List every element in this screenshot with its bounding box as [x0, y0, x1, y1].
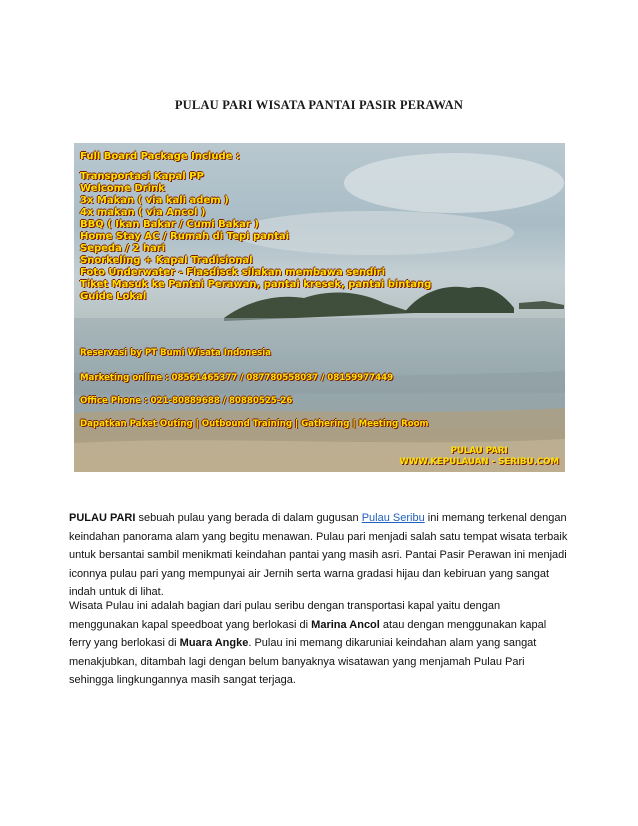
package-line: Welcome Drink	[80, 183, 165, 194]
brand-block	[399, 446, 559, 468]
pulau-seribu-link[interactable]: Pulau Seribu	[361, 512, 425, 524]
beach-photo	[74, 143, 565, 472]
paragraph-text: atau dengan menggunakan kapal ferry yang berlokasi di	[69, 618, 547, 649]
package-line: Sepeda / 2 hari	[80, 243, 166, 254]
marketing-line: Marketing online : 08561465377 / 087780558037 / 08159977449	[80, 373, 394, 383]
brand-url: WWW.KEPULAUAN - SERIBU.COM	[399, 457, 559, 467]
services-line: Dapatkan Paket Outing | Outbound Training | Gathering | Meeting Room	[80, 419, 429, 429]
package-line: Snorkeling + Kapal Tradisional	[80, 255, 253, 266]
paragraph-text: sebuah pulau yang berada di dalam gugusan	[135, 512, 362, 524]
paragraph-text: ini memang terkenal dengan keindahan panorama alam yang begitu menawan. Pulau pari menjadi salah satu tempat wisata terbaik untuk bersantai sambil menikmati keindahan pantai yang masih asri. Pantai Pasir Perawan ini menjadi iconnya pulau pari yang mempunyai air Jernih serta warna gradasi hijau dan kebiruan yang sangat indah untuk di lihat.	[69, 512, 568, 598]
package-list	[80, 151, 431, 303]
paragraph-text: . Pulau ini memang dikaruniai keindahan alam yang sangat menakjubkan, ditambah lagi dengan belum banyaknya wisatawan yang menjamah Pulau Pari sehingga lingkungannya masih sangat terjaga.	[69, 637, 537, 686]
marina-ancol-bold: Marina Ancol	[311, 618, 380, 631]
office-phone-line: Office Phone : 021-80889688 / 80880525-26	[80, 396, 293, 406]
paragraph-transport	[69, 597, 569, 690]
package-line: Foto Underwater - Flasdisck silakan membawa sendiri	[80, 267, 386, 278]
brand-name: PULAU PARI	[450, 446, 508, 456]
package-line: Transportasi Kapal PP	[80, 171, 204, 182]
package-line: Tiket Masuk ke Pantai Perawan, pantai kresek, pantai bintang	[80, 279, 432, 290]
package-line: Guide Lokal	[80, 291, 147, 302]
package-line: Home Stay AC / Rumah di Tepi pantai	[80, 231, 290, 242]
package-line: BBQ ( Ikan Bakar / Cumi Bakar )	[80, 219, 259, 230]
package-line: 3x Makan ( via kali adem )	[80, 195, 229, 206]
paragraph-text: Wisata Pulau ini adalah bagian dari pulau seribu dengan transportasi kapal yaitu dengan menggunakan kapal speedboat yang berlokasi di	[69, 600, 501, 631]
package-line: Full Board Package Include :	[80, 151, 240, 162]
muara-angke-bold: Muara Angke	[179, 637, 249, 649]
page-title: PULAU PARI WISATA PANTAI PASIR PERAWAN	[174, 98, 464, 112]
package-line: 4x makan ( via Ancol )	[80, 207, 206, 218]
reservasi-line: Reservasi by PT Bumi Wisata Indonesia	[80, 348, 271, 358]
bold-lead: PULAU PARI	[69, 512, 136, 524]
paragraph-intro	[69, 509, 569, 602]
